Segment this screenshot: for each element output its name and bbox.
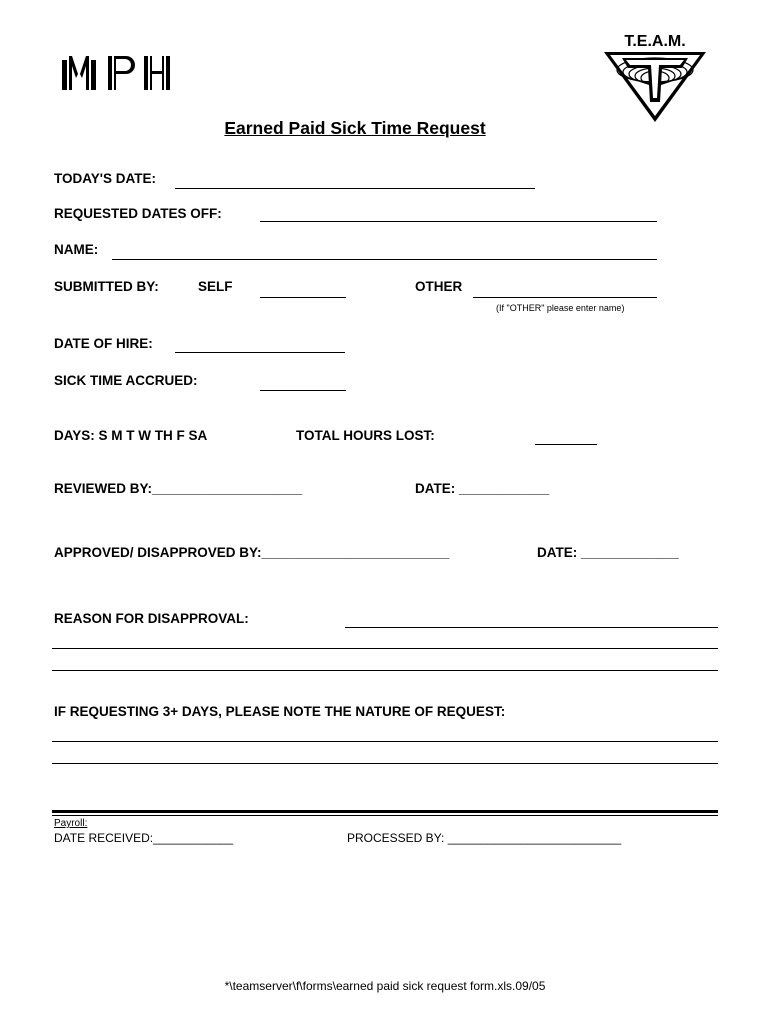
date-of-hire-line[interactable] [175, 352, 345, 353]
days-label: DAYS: S M T W TH F SA [54, 428, 208, 443]
reviewed-date-field[interactable]: DATE: ____________ [415, 481, 550, 496]
payroll-heading: Payroll: [54, 818, 88, 829]
approved-by-field[interactable]: APPROVED/ DISAPPROVED BY:_________________________ [54, 545, 450, 560]
team-logo-letter: T [600, 30, 601, 31]
reason-line-2[interactable] [52, 648, 718, 649]
processed-by-field[interactable]: PROCESSED BY: __________________________ [347, 831, 622, 845]
team-logo-text: T.E.A.M. [624, 33, 686, 50]
self-line[interactable] [260, 297, 346, 298]
submitted-by-label: SUBMITTED BY: [54, 279, 159, 294]
reviewed-by-field[interactable]: REVIEWED BY:____________________ [54, 481, 303, 496]
footer-path: *\teamserver\f\forms\earned paid sick request form.xls.09/05 [224, 979, 546, 993]
reason-line-1[interactable] [345, 627, 718, 628]
requested-dates-off-label: REQUESTED DATES OFF: [54, 206, 222, 221]
mph-logo [58, 44, 178, 96]
total-hours-lost-line[interactable] [535, 444, 597, 445]
other-label: OTHER [415, 279, 463, 294]
nature-line-1[interactable] [52, 741, 718, 742]
form-title: Earned Paid Sick Time Request [224, 118, 486, 138]
other-note: (If "OTHER" please enter name) [496, 303, 625, 313]
reason-for-disapproval-label: REASON FOR DISAPPROVAL: [54, 611, 249, 626]
mph-logo-graphic [58, 44, 178, 96]
todays-date-label: TODAY'S DATE: [54, 171, 156, 186]
reason-line-3[interactable] [52, 670, 718, 671]
other-line[interactable] [473, 297, 657, 298]
team-logo-graphic [600, 30, 710, 125]
payroll-divider-thin [52, 815, 718, 816]
sick-time-accrued-line[interactable] [260, 390, 346, 391]
name-label: NAME: [54, 242, 99, 257]
name-line[interactable] [112, 259, 657, 260]
date-received-field[interactable]: DATE RECEIVED:____________ [54, 831, 234, 845]
mph-logo-text: MPH [58, 44, 61, 45]
date-of-hire-label: DATE OF HIRE: [54, 336, 153, 351]
nature-line-2[interactable] [52, 763, 718, 764]
self-label: SELF [198, 279, 233, 294]
approved-date-field[interactable]: DATE: _____________ [537, 545, 679, 560]
todays-date-line[interactable] [175, 188, 535, 189]
requested-dates-off-line[interactable] [260, 221, 657, 222]
team-logo [600, 30, 710, 125]
payroll-divider [52, 810, 718, 813]
sick-time-accrued-label: SICK TIME ACCRUED: [54, 373, 198, 388]
nature-of-request-label: IF REQUESTING 3+ DAYS, PLEASE NOTE THE NATURE OF REQUEST: [54, 704, 506, 719]
total-hours-lost-label: TOTAL HOURS LOST: [296, 428, 435, 443]
